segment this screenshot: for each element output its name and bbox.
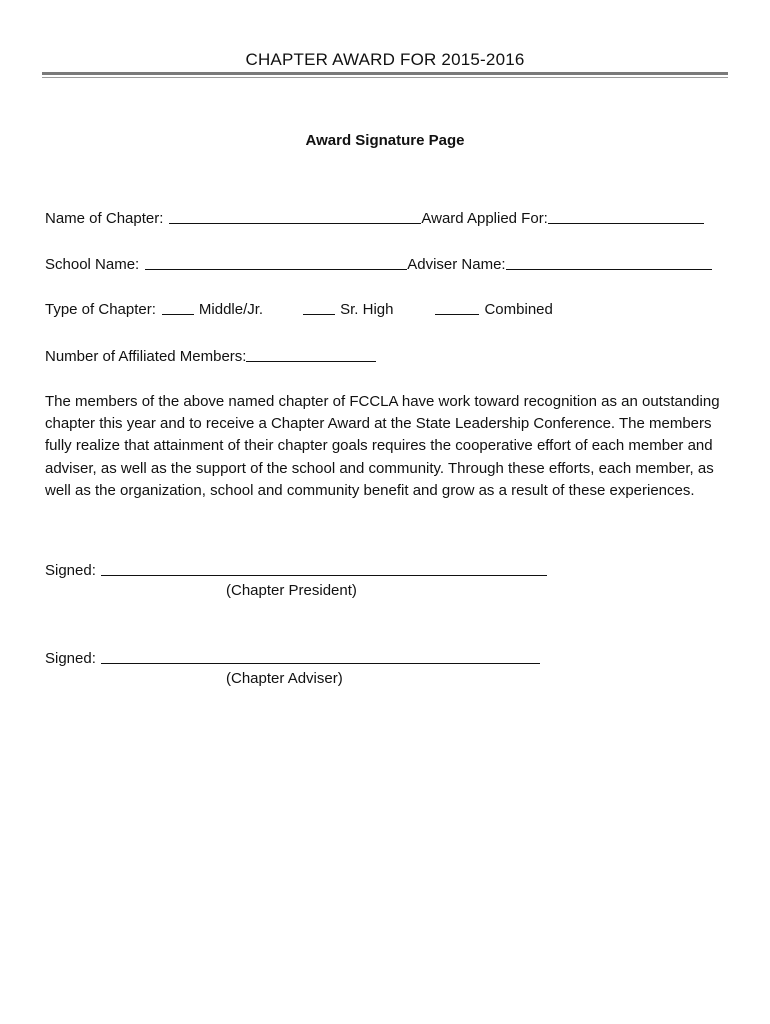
signed-label-president: Signed: <box>45 562 96 579</box>
affiliated-members-field[interactable] <box>246 346 376 362</box>
members-row <box>45 345 376 365</box>
recognition-statement: The members of the above named chapter of FCCLA have work toward recognition as an outstanding chapter this year and to receive a Chapter Award at the State Leadership Conference. The members fully realize that attainment of their chapter goals requires the cooperative effort of each member and adviser, as well as the support of the school and community. Through these efforts, each member, as well as the organization, school and community benefit and grow as a result of these experiences. <box>45 393 720 499</box>
chapter-name-field[interactable] <box>169 208 421 224</box>
chapter-type-row <box>45 298 553 318</box>
adviser-signature-line[interactable] <box>101 648 540 664</box>
signed-label-adviser: Signed: <box>45 650 96 667</box>
combined-option-label: Combined <box>484 301 553 318</box>
chapter-name-label: Name of Chapter: <box>45 210 164 227</box>
affiliated-members-label: Number of Affiliated Members: <box>45 348 247 365</box>
school-name-field[interactable] <box>145 254 407 270</box>
adviser-signature-row <box>45 647 540 667</box>
sr-high-option-label: Sr. High <box>340 301 394 318</box>
combined-checkbox-line[interactable] <box>435 299 479 315</box>
adviser-name-label: Adviser Name: <box>407 256 506 273</box>
page-title: CHAPTER AWARD FOR 2015-2016 <box>245 50 525 69</box>
president-signature-line[interactable] <box>101 560 547 576</box>
adviser-name-field[interactable] <box>506 254 712 270</box>
middle-jr-checkbox-line[interactable] <box>162 299 194 315</box>
header-divider-thick <box>42 72 728 75</box>
adviser-caption: (Chapter Adviser) <box>226 670 343 687</box>
award-applied-label: Award Applied For: <box>421 210 548 227</box>
school-name-label: School Name: <box>45 256 140 273</box>
president-caption: (Chapter President) <box>226 582 357 599</box>
school-adviser-row <box>45 253 712 273</box>
sr-high-checkbox-line[interactable] <box>303 299 335 315</box>
president-signature-row <box>45 559 547 579</box>
header-divider-thin <box>42 77 728 78</box>
middle-jr-option-label: Middle/Jr. <box>198 301 264 318</box>
page-subtitle: Award Signature Page <box>305 132 465 149</box>
chapter-type-label: Type of Chapter: <box>45 301 156 318</box>
award-applied-field[interactable] <box>548 208 704 224</box>
chapter-award-row <box>45 207 704 227</box>
